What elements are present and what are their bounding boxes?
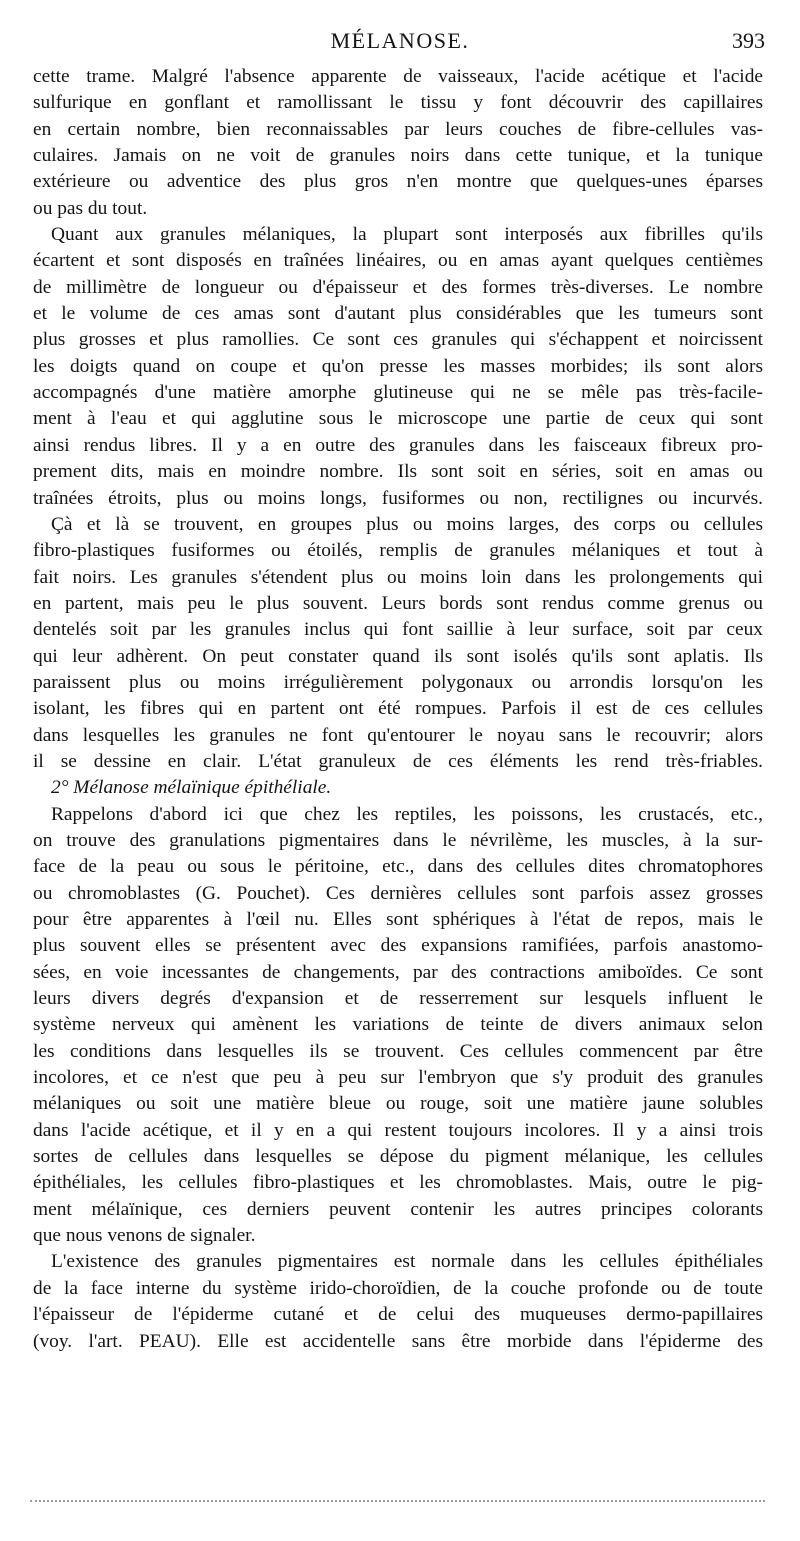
text-line: de la face interne du système irido-choroïdien, de la couche profonde ou de toute [33,1277,763,1299]
text-line: sulfurique en gonflant et ramollissant le tissu y font découvrir des capillaires [33,92,763,114]
text-line: ment à l'eau et qui agglutine sous le microscope une partie de ceux qui sont [33,408,763,430]
text-line: sées, en voie incessantes de changements, par des contractions amiboïdes. Ce sont [33,961,763,983]
text-line: paraissent plus ou moins irrégulièrement polygonaux ou arrondis lorsqu'on les [33,671,763,693]
text-line: Rappelons d'abord ici que chez les reptiles, les poissons, les crustacés, etc., [51,803,763,825]
text-line: L'existence des granules pigmentaires est normale dans les cellules épithéliales [51,1251,763,1273]
text-line: dans lesquelles les granules ne font qu'entourer le noyau sans le recouvrir; alors [33,724,763,746]
text-line: ainsi rendus libres. Il y a en outre des granules dans les faisceaux fibreux pro- [33,434,763,456]
text-line: plus souvent elles se présentent avec des expansions ramifiées, parfois anastomo- [33,935,763,957]
text-line: Çà et là se trouvent, en groupes plus ou moins larges, des corps ou cellules [51,513,763,535]
text-line: l'épaisseur de l'épiderme cutané et de celui des muqueuses dermo-papillaires [33,1304,763,1326]
running-title: MÉLANOSE. [330,28,470,53]
text-line: fibro-plastiques fusiformes ou étoilés, remplis de granules mélaniques et tout à [33,540,763,562]
text-line: cette trame. Malgré l'absence apparente de vaisseaux, l'acide acétique et l'acide [33,66,763,87]
section-heading: 2° Mélanose mélaïnique épithéliale. [51,777,332,799]
text-line: qui leur adhèrent. On peut constater quand ils sont isolés qu'ils sont aplatis. Ils [33,645,763,667]
text-line: on trouve des granulations pigmentaires dans le névrilème, les muscles, à la sur- [33,829,763,851]
text-line: accompagnés d'une matière amorphe glutineuse qui ne se mêle pas très-facile- [33,382,763,404]
text-line: (voy. l'art. PEAU). Elle est accidentelle sans être morbide dans l'épiderme des [33,1330,763,1352]
text-line: isolant, les fibres qui en partent ont été rompues. Parfois il est de ces cellules [33,698,763,720]
text-line: ou chromoblastes (G. Pouchet). Ces dernières cellules sont parfois assez grosses [33,882,763,904]
text-line: de millimètre de longueur ou d'épaisseur et des formes très-diverses. Le nombre [33,276,763,298]
text-line: ou pas du tout. [33,197,148,219]
bottom-scan-marks [30,1500,765,1506]
text-line: Quant aux granules mélaniques, la plupart sont interposés aux fibrilles qu'ils [51,224,763,246]
text-line: extérieure ou adventice des plus gros n'en montre que quelques-unes éparses [33,171,763,193]
text-line: en partent, mais peu le plus souvent. Leurs bords sont rendus comme grenus ou [33,592,763,614]
text-line: il se dessine en clair. L'état granuleux de ces éléments les rend très-friables. [33,750,763,772]
text-line: fait noirs. Les granules s'étendent plus ou moins loin dans les prolongements qui [33,566,763,588]
page-number: 393 [732,28,765,53]
text-line: système nerveux qui amènent les variations de teinte de divers animaux selon [33,1014,763,1036]
page-header [0,28,800,58]
text-line: sortes de cellules dans lesquelles se dépose du pigment mélanique, les cellules [33,1146,763,1168]
text-line: mélaniques ou soit une matière bleue ou rouge, soit une matière jaune solubles [33,1093,763,1115]
text-line: que nous venons de signaler. [33,1225,256,1247]
text-line: prement dits, mais en moindre nombre. Ils sont soit en séries, soit en amas ou [33,461,763,483]
text-line: dentelés soit par les granules inclus qui font saillie à leur surface, soit par ceux [33,619,763,641]
text-line: et le volume de ces amas sont d'autant plus considérables que les tumeurs sont [33,303,763,325]
text-line: ment mélaïnique, ces derniers peuvent contenir les autres principes colorants [33,1198,763,1220]
text-line: leurs divers degrés d'expansion et de resserrement sur lesquels influent le [33,988,763,1010]
text-line: dans l'acide acétique, et il y en a qui restent toujours incolores. Il y a ainsi trois [33,1119,763,1141]
text-line: plus grosses et plus ramollies. Ce sont ces granules qui s'échappent et noircissent [33,329,763,351]
text-line: incolores, et ce n'est que peu à peu sur l'embryon que s'y produit des granules [33,1067,763,1089]
text-line: les doigts quand on coupe et qu'on presse les masses morbides; ils sont alors [33,355,763,377]
text-line: culaires. Jamais on ne voit de granules noirs dans cette tunique, et la tunique [33,145,763,167]
text-line: écartent et sont disposés en traînées linéaires, ou en amas ayant quelques centièmes [33,250,763,272]
text-line: les conditions dans lesquelles ils se trouvent. Ces cellules commencent par être [33,1040,763,1062]
text-line: épithéliales, les cellules fibro-plastiques et les chromoblastes. Mais, outre le pig- [33,1172,763,1194]
text-line: traînées étroits, plus ou moins longs, fusiformes ou non, rectilignes ou incurvés. [33,487,763,509]
body-text [33,64,763,1355]
text-line: pour être apparentes à l'œil nu. Elles sont sphériques à l'état de repos, mais le [33,909,763,930]
text-line: en certain nombre, bien reconnaissables par leurs couches de fibre-cellules vas- [33,118,763,140]
text-line: face de la peau ou sous le péritoine, etc., dans des cellules dites chromatophores [33,856,763,878]
